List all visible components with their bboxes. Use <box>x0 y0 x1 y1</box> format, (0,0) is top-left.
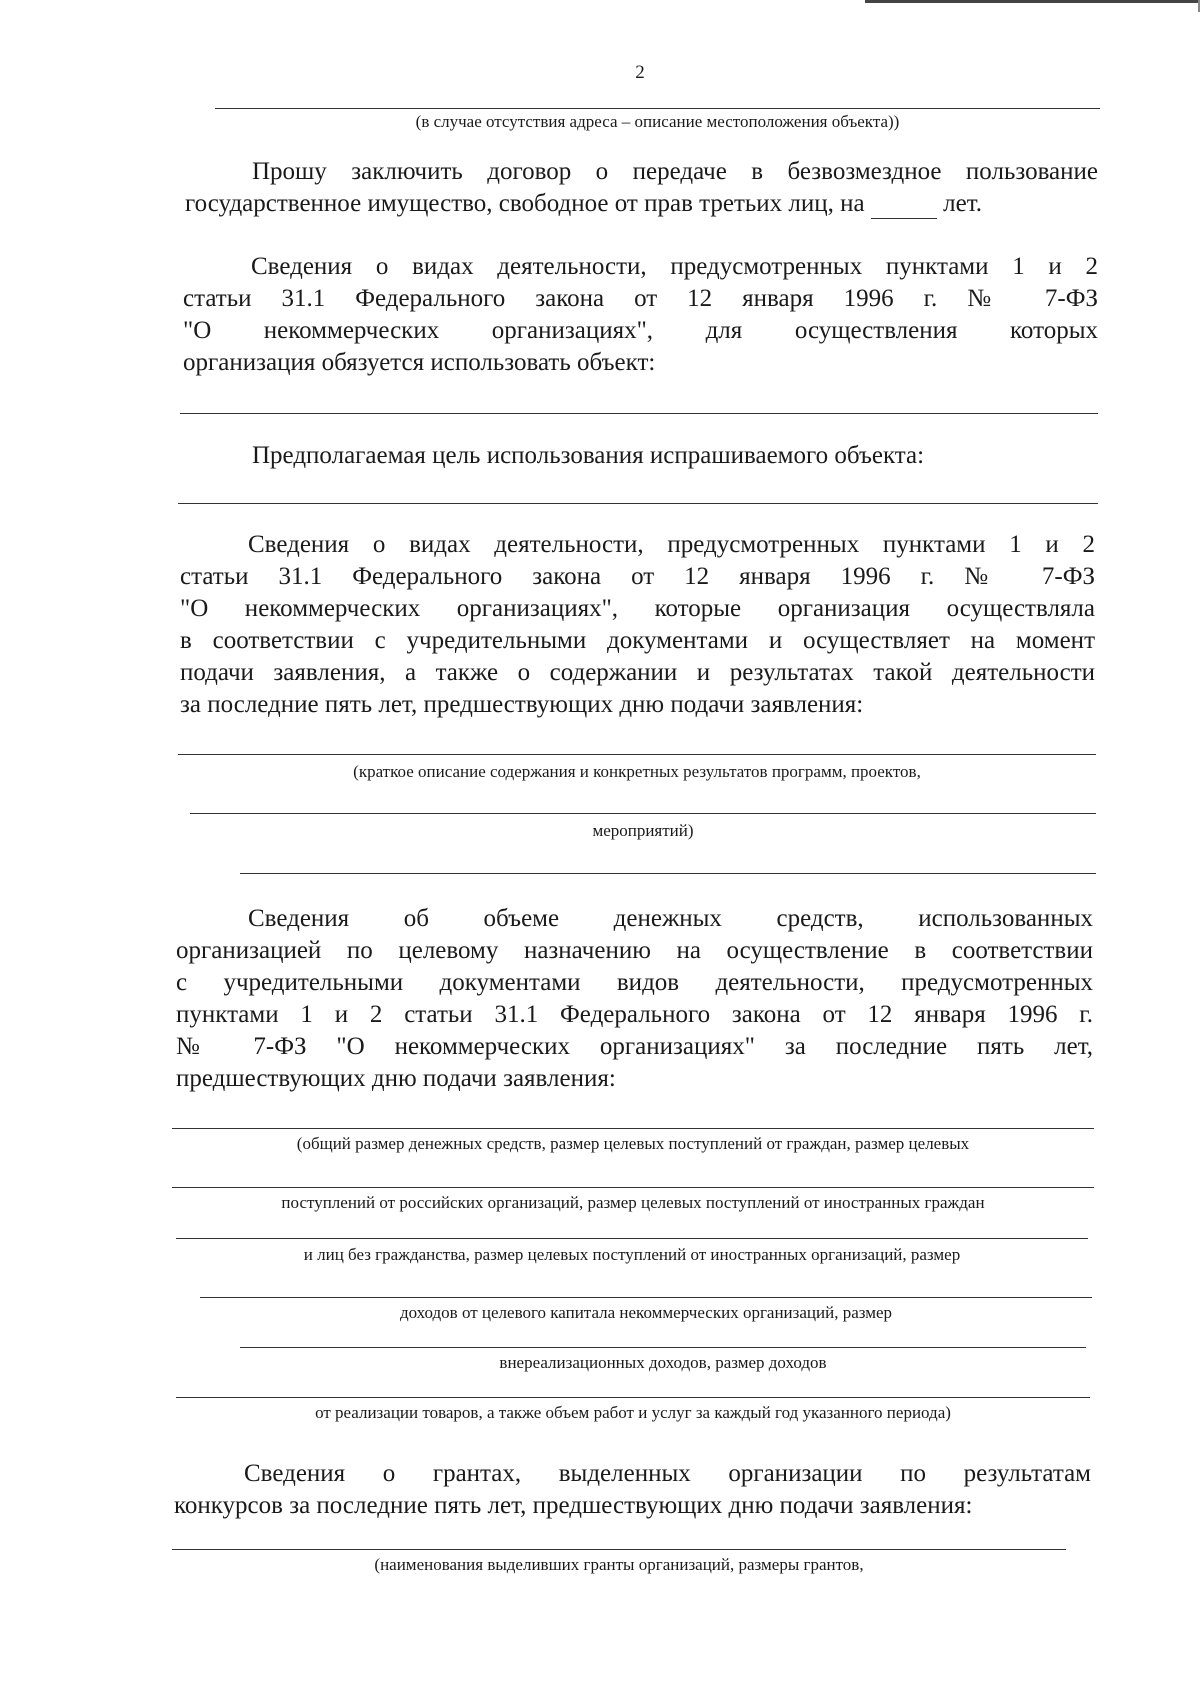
page-number: 2 <box>635 62 645 83</box>
activities-paragraph: Сведения о видах деятельности, предусмотренных пунктами 1 и 2 статьи 31.1 Федерального закона от 12 января 1996 г. № 7-ФЗ "О некоммерческих организациях", для осуществления которых организация обязуется использовать объект: <box>183 253 1098 376</box>
fill-line <box>178 754 1096 755</box>
funds-caption-3: и лиц без гражданства, размер целевых поступлений от иностранных организаций, размер <box>303 1245 961 1264</box>
request-line-2: государственное имущество, свободное от прав третьих лиц, на лет. <box>185 190 982 217</box>
programs-caption-2: мероприятий) <box>592 821 694 840</box>
fill-line <box>180 413 1098 414</box>
fill-line <box>215 108 1100 109</box>
funds-caption-6: от реализации товаров, а также объем работ и услуг за каждый год указанного периода) <box>315 1403 951 1422</box>
purpose-heading: Предполагаемая цель использования испрашиваемого объекта: <box>252 442 925 469</box>
fill-line <box>240 873 1096 874</box>
funds-paragraph: Сведения об объеме денежных средств, использованных организацией по целевому назначению на осуществление в соответствии с учредительными документами видов деятельности, предусмотренных пунктами 1 и 2 статьи 31.1 Федерального закона от 12 января 1996 г. № 7-ФЗ "О некоммерческих организациях" за последние пять лет, предшествующих дню подачи заявления: <box>176 905 1093 1092</box>
funds-caption-4: доходов от целевого капитала некоммерческих организаций, размер <box>399 1303 893 1322</box>
fill-line <box>178 503 1098 504</box>
programs-caption-1: (краткое описание содержания и конкретных результатов программ, проектов, <box>353 762 921 781</box>
scan-edge-mark <box>865 0 1200 3</box>
fill-line <box>240 1347 1086 1348</box>
fill-line <box>200 1297 1092 1298</box>
funds-caption-2: поступлений от российских организаций, размер целевых поступлений от иностранных граждан <box>281 1193 985 1212</box>
fill-line <box>190 813 1096 814</box>
request-line-1: Прошу заключить договор о передаче в безвозмездное пользование <box>252 158 1098 185</box>
fill-line <box>172 1549 1066 1550</box>
funds-caption-1: (общий размер денежных средств, размер целевых поступлений от граждан, размер целевых <box>296 1134 970 1153</box>
fill-line <box>172 1128 1094 1129</box>
fill-line <box>172 1187 1094 1188</box>
fill-line <box>176 1397 1090 1398</box>
fill-line <box>176 1238 1088 1239</box>
grants-caption-1: (наименования выделивших гранты организаций, размеры грантов, <box>374 1555 864 1574</box>
past-activities-paragraph: Сведения о видах деятельности, предусмотренных пунктами 1 и 2 статьи 31.1 Федерального закона от 12 января 1996 г. № 7-ФЗ "О некоммерческих организациях", которые организация осуществляла в соответствии с учредительными документами и осуществляет на момент подачи заявления, а также о содержании и результатах такой деятельности за последние пять лет, предшествующих дню подачи заявления: <box>180 531 1095 718</box>
years-blank-field[interactable] <box>871 190 937 219</box>
funds-caption-5: внереализационных доходов, размер доходов <box>499 1353 827 1372</box>
grants-paragraph: Сведения о грантах, выделенных организации по результатам конкурсов за последние пять лет, предшествующих дню подачи заявления: <box>174 1460 1091 1519</box>
address-caption: (в случае отсутствия адреса – описание местоположения объекта)) <box>415 112 900 131</box>
